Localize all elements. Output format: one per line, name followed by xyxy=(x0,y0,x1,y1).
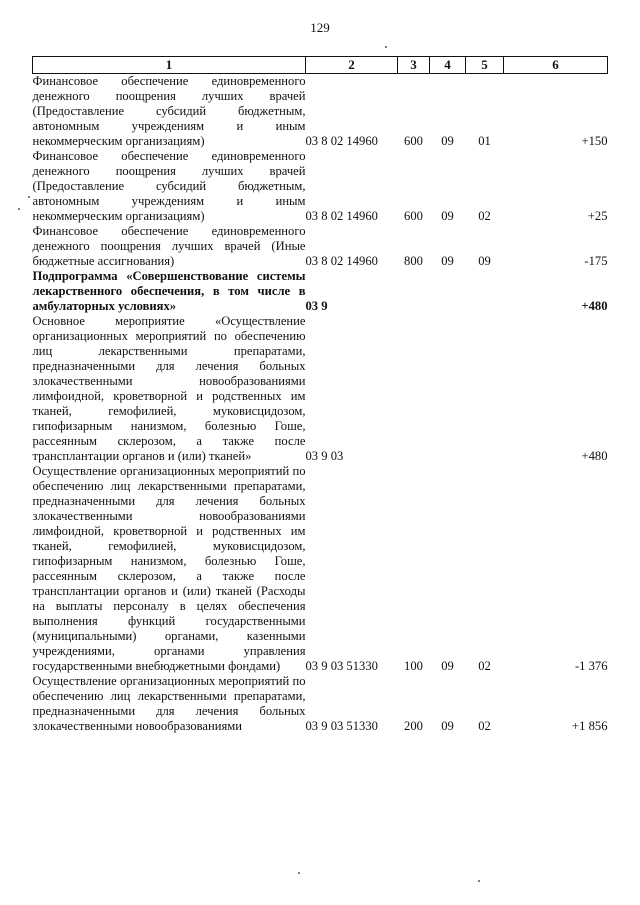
row-col5: 01 xyxy=(478,134,491,148)
column-header: 2 xyxy=(306,57,398,74)
column-header: 4 xyxy=(430,57,466,74)
row-code: 03 8 02 14960 xyxy=(305,254,378,268)
row-col5: 02 xyxy=(478,209,491,223)
row-description: Осуществление организационных мероприятий по обеспечению лиц лекарственными препаратами, предназначенными для лечения больных злокачественными новообразованиями лимфоидной, кроветворной и родственных им тканей, гемофилией, муковисцидозом, гипофизарным нанизмом, болезнью Гоше, рассеянным склерозом, а также после трансплантации органов и (или) тканей (Расходы на выплаты персоналу в целях обеспечения выполнения функций государственными (муниципальными) органами, казенными учреждениями, органами управления государственными внебюджетными фондами) xyxy=(32,464,306,673)
row-amount: +25 xyxy=(587,209,608,223)
table-row xyxy=(33,674,608,734)
row-description: Основное мероприятие «Осуществление организационных мероприятий по обеспечению лиц лекарственными препаратами, предназначенными для лечения больных злокачественными новообразованиями лимфоидной, кроветворной и родственных им тканей, гемофилией, муковисцидозом, гипофизарным нанизмом, болезнью Гоше, рассеянным склерозом, а также после трансплантации органов и (или) тканей» xyxy=(32,314,306,463)
scan-speck xyxy=(18,208,20,210)
row-col3: 200 xyxy=(404,719,423,733)
row-col4 xyxy=(430,314,466,464)
row-amount: +480 xyxy=(581,449,608,463)
column-header: 3 xyxy=(398,57,430,74)
row-code: 03 8 02 14960 xyxy=(305,209,378,223)
table-row xyxy=(33,224,608,269)
row-code: 03 8 02 14960 xyxy=(305,134,378,148)
table-row xyxy=(33,464,608,674)
row-col4: 09 xyxy=(441,719,454,733)
row-col5 xyxy=(466,314,504,464)
row-col5: 02 xyxy=(478,719,491,733)
table-row xyxy=(33,314,608,464)
row-col4: 09 xyxy=(441,659,454,673)
row-amount: +1 856 xyxy=(572,719,608,733)
column-header: 1 xyxy=(33,57,306,74)
row-col3: 800 xyxy=(404,254,423,268)
column-header: 6 xyxy=(504,57,608,74)
row-description: Финансовое обеспечение единовременного денежного поощрения лучших врачей (Предоставление субсидий бюджетным, автономным учреждениям и иным некоммерческим организациям) xyxy=(32,149,306,223)
row-col5: 02 xyxy=(478,659,491,673)
page-number: 129 xyxy=(310,20,330,35)
row-col3: 600 xyxy=(404,209,423,223)
row-amount: +150 xyxy=(581,134,608,148)
row-amount: +480 xyxy=(581,299,608,313)
column-header: 5 xyxy=(466,57,504,74)
row-amount: -1 376 xyxy=(574,659,608,673)
row-col4: 09 xyxy=(441,134,454,148)
row-code: 03 9 03 xyxy=(305,449,344,463)
scan-speck xyxy=(298,872,300,874)
row-col4: 09 xyxy=(441,254,454,268)
row-col4: 09 xyxy=(441,209,454,223)
row-col3 xyxy=(398,269,430,314)
row-col4 xyxy=(430,269,466,314)
scan-speck xyxy=(385,46,387,48)
table-row-subprogram xyxy=(33,269,608,314)
row-col5: 09 xyxy=(478,254,491,268)
row-description: Финансовое обеспечение единовременного денежного поощрения лучших врачей (Предоставление субсидий бюджетным, автономным учреждениям и иным некоммерческим организациям) xyxy=(32,74,306,148)
table-header xyxy=(33,57,608,74)
row-code: 03 9 03 51330 xyxy=(305,659,378,673)
row-description: Финансовое обеспечение единовременного денежного поощрения лучших врачей (Иные бюджетные ассигнования) xyxy=(32,224,306,268)
row-code: 03 9 xyxy=(305,299,328,313)
header-row xyxy=(33,57,608,74)
row-description: Подпрограмма «Совершенствование системы лекарственного обеспечения, в том числе в амбулаторных условиях» xyxy=(32,269,306,313)
row-amount: -175 xyxy=(584,254,608,268)
row-col3: 600 xyxy=(404,134,423,148)
table-row xyxy=(33,74,608,150)
row-description: Осуществление организационных мероприятий по обеспечению лиц лекарственными препаратами, предназначенными для лечения больных злокачественными новообразованиями xyxy=(32,674,306,733)
row-col5 xyxy=(466,269,504,314)
budget-table xyxy=(32,56,608,734)
row-col3 xyxy=(398,314,430,464)
row-code: 03 9 03 51330 xyxy=(305,719,378,733)
scan-speck xyxy=(28,196,30,198)
table-body xyxy=(33,74,608,735)
row-col3: 100 xyxy=(404,659,423,673)
table-row xyxy=(33,149,608,224)
scan-speck xyxy=(478,880,480,882)
